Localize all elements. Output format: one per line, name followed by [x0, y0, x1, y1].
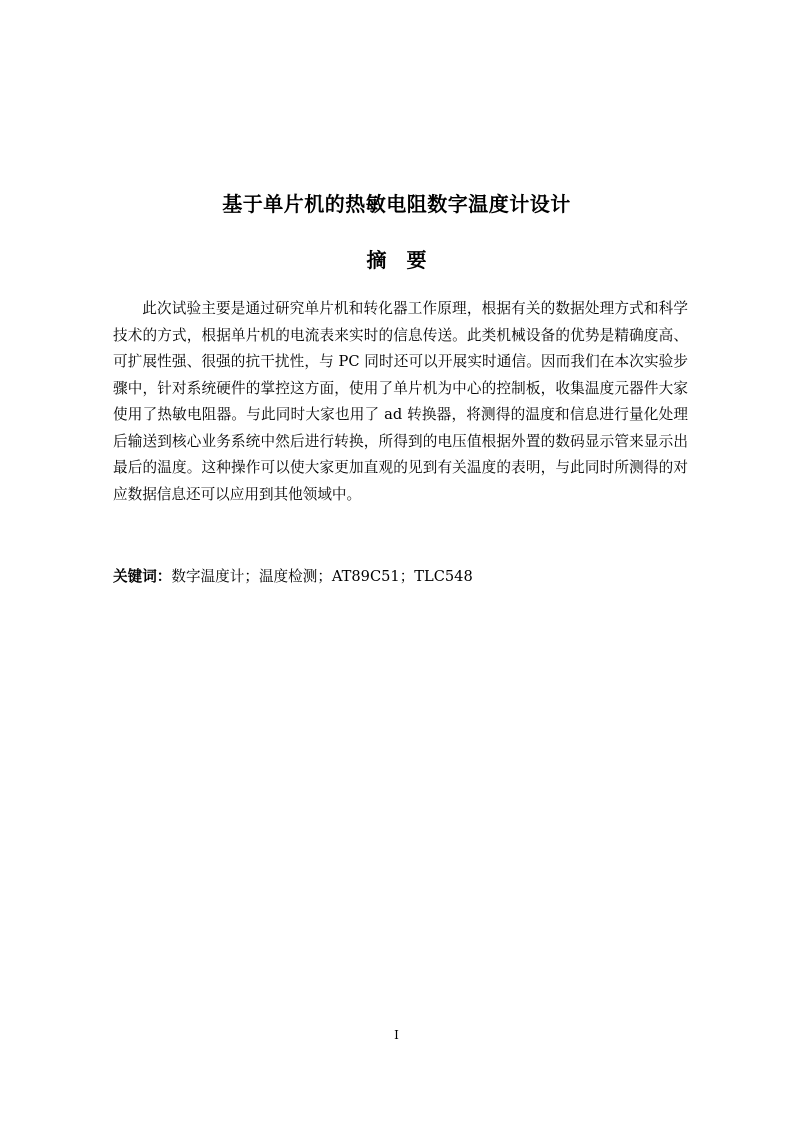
- page-number: I: [394, 1028, 399, 1042]
- keywords-text: 数字温度计；温度检测；AT89C51；TLC548: [171, 568, 473, 585]
- abstract-body: 此次试验主要是通过研究单片机和转化器工作原理，根据有关的数据处理方式和科学技术的方式，根据单片机的电流表来实时的信息传送。此类机械设备的优势是精确度高、可扩展性强、很强的抗干扰性，与 PC 同时还可以开展实时通信。因而我们在本次实验步骤中，针对系统硬件的掌控这方面，使用了单片机为中心的控制板，收集温度元器件大家使用了热敏电阻器。与此同时大家也用了 ad 转换器，将测得的温度和信息进行量化处理后输送到核心业务系统中然后进行转换，所得到的电压值根据外置的数码显示管来显示出最后的温度。这种操作可以使大家更加直观的见到有关温度的表明，与此同时所测得的对应数据信息还可以应用到其他领域中。: [113, 300, 688, 503]
- document-title: 基于单片机的热敏电阻数字温度计设计: [222, 192, 571, 216]
- keywords-line: [113, 566, 688, 588]
- abstract-heading: 摘 要: [366, 248, 427, 272]
- keywords-label: 关键词：: [113, 568, 172, 585]
